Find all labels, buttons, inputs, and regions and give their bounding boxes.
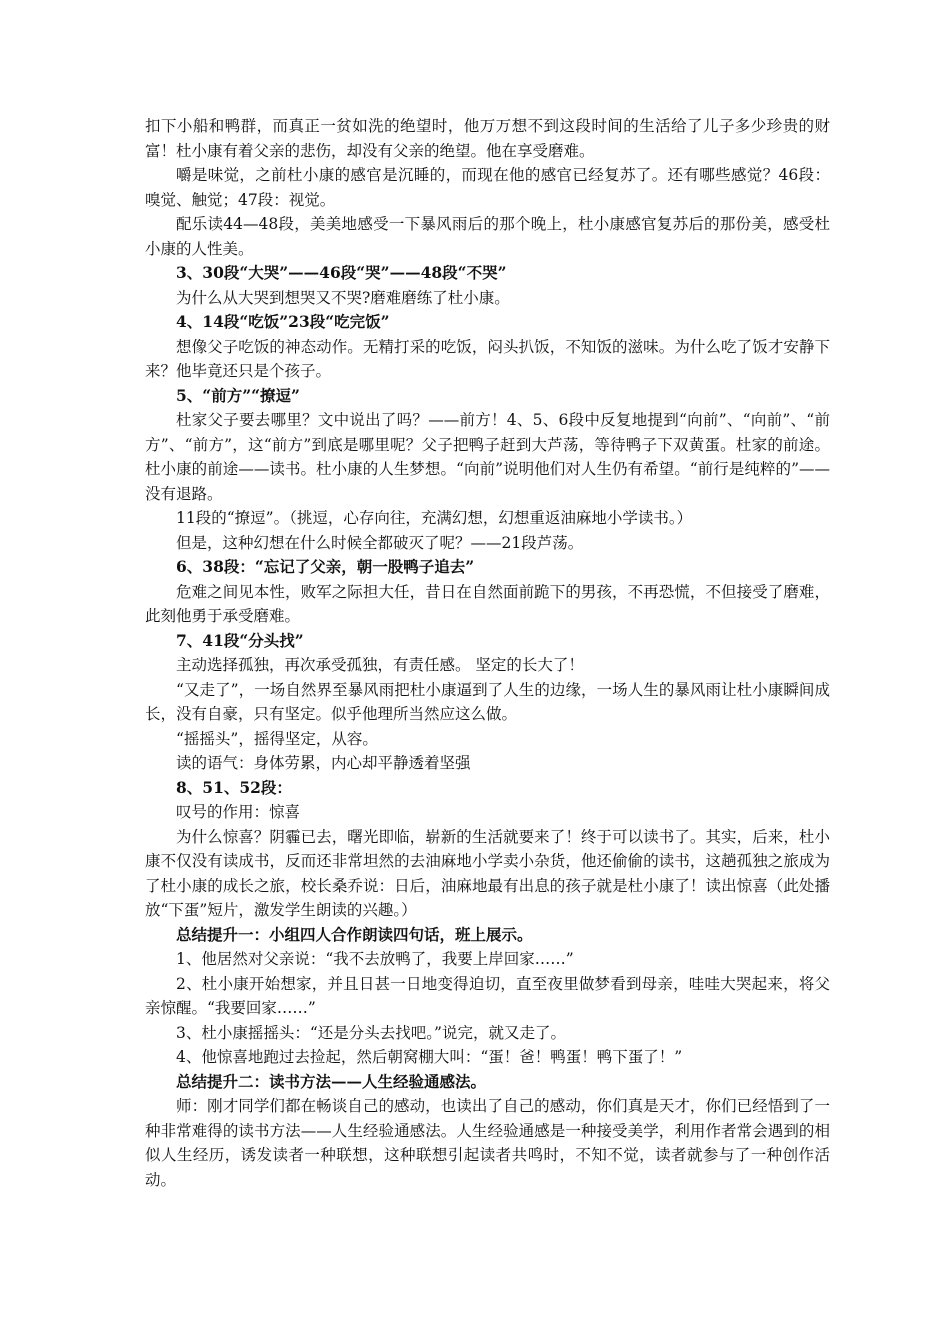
paragraph: 为什么惊喜？阴霾已去，曙光即临，崭新的生活就要来了！终于可以读书了。其实，后来，杜小康不仅没有读成书，反而还非常坦然的去油麻地小学卖小杂货，他还偷偷的读书，这趟孤独之旅成为了杜小康的成长之旅，校长桑乔说：日后，油麻地最有出息的孩子就是杜小康了！读出惊喜（此处播放“下蛋”短片，激发学生朗读的兴趣。） bbox=[145, 827, 830, 919]
paragraph: 为什么从大哭到想哭又不哭?磨难磨练了杜小康。 bbox=[176, 288, 510, 307]
paragraph: 主动选择孤独，再次承受孤独，有责任感。 坚定的长大了！ bbox=[176, 656, 584, 674]
section-heading: 7、41段“分头找” bbox=[176, 630, 304, 650]
section-heading: 总结提升一：小组四人合作朗读四句话，班上展示。 bbox=[176, 924, 533, 944]
section-heading: 3、30段“大哭”——46段“哭”——48段“不哭” bbox=[176, 263, 507, 282]
paragraph: 读的语气：身体劳累，内心却平静透着坚强 bbox=[176, 754, 471, 772]
paragraph: “摇摇头”，摇得坚定，从容。 bbox=[176, 729, 378, 748]
section-heading: 5、“前方”“撩逗” bbox=[176, 385, 300, 405]
paragraph: 4、他惊喜地跑过去捡起，然后朝窝棚大叫：“蛋！爸！鸭蛋！鸭下蛋了！” bbox=[176, 1048, 683, 1066]
paragraph: 危难之间见本性，败军之际担大任，昔日在自然面前跪下的男孩，不再恐慌，不但接受了磨难，此刻他勇于承受磨难。 bbox=[145, 582, 830, 625]
section-heading: 8、51、52段： bbox=[176, 777, 292, 797]
section-heading: 6、38段：“忘记了父亲，朝一股鸭子追去” bbox=[176, 557, 475, 576]
paragraph: 2、杜小康开始想家，并且日甚一日地变得迫切，直至夜里做梦看到母亲，哇哇大哭起来，将父亲惊醒。“我要回家……” bbox=[145, 974, 830, 1017]
paragraph: 1、他居然对父亲说：“我不去放鸭了，我要上岸回家……” bbox=[176, 950, 574, 968]
paragraph: 11段的“撩逗”。（挑逗，心存向往，充满幻想，幻想重返油麻地小学读书。） bbox=[176, 509, 693, 527]
paragraph: “又走了”，一场自然界至暴风雨把杜小康逼到了人生的边缘，一场人生的暴风雨让杜小康瞬间成长，没有自豪，只有坚定。似乎他理所当然应这么做。 bbox=[145, 680, 830, 723]
section-heading: 总结提升二：读书方法——人生经验通感法。 bbox=[176, 1071, 487, 1091]
paragraph: 扣下小船和鸭群，而真正一贫如洗的绝望时，他万万想不到这段时间的生活给了儿子多少珍贵的财富！杜小康有着父亲的悲伤，却没有父亲的绝望。他在享受磨难。 bbox=[145, 117, 830, 160]
document-body bbox=[145, 114, 830, 1192]
paragraph: 杜家父子要去哪里？文中说出了吗？——前方！4、5、6段中反复地提到“向前”、“向前”、“前方”、“前方”，这“前方”到底是哪里呢？父子把鸭子赶到大芦荡，等待鸭子下双黄蛋。杜家的前途。杜小康的前途——读书。杜小康的人生梦想。“向前”说明他们对人生仍有希望。“前行是纯粹的”——没有退路。 bbox=[145, 411, 830, 503]
paragraph: 想像父子吃饭的神态动作。无精打采的吃饭，闷头扒饭，不知饭的滋味。为什么吃了饭才安静下来？他毕竟还只是个孩子。 bbox=[145, 337, 830, 380]
paragraph: 嚼是味觉，之前杜小康的感官是沉睡的，而现在他的感官已经复苏了。还有哪些感觉？46段：嗅觉、触觉；47段：视觉。 bbox=[145, 166, 830, 209]
section-heading: 4、14段“吃饭”23段“吃完饭” bbox=[176, 312, 390, 331]
paragraph: 师：刚才同学们都在畅谈自己的感动，也读出了自己的感动，你们真是天才，你们已经悟到了一种非常难得的读书方法——人生经验通感法。人生经验通感是一种接受美学，利用作者常会遇到的相似人生经历，诱发读者一种联想，这种联想引起读者共鸣时，不知不觉，读者就参与了一种创作活动。 bbox=[145, 1097, 830, 1189]
paragraph: 但是，这种幻想在什么时候全都破灭了呢？——21段芦荡。 bbox=[176, 533, 584, 552]
paragraph: 3、杜小康摇摇头：“还是分头去找吧。”说完，就又走了。 bbox=[176, 1023, 566, 1042]
paragraph: 配乐读44—48段，美美地感受一下暴风雨后的那个晚上，杜小康感官复苏后的那份美，感受杜小康的人性美。 bbox=[145, 215, 830, 258]
paragraph: 叹号的作用：惊喜 bbox=[176, 803, 301, 821]
